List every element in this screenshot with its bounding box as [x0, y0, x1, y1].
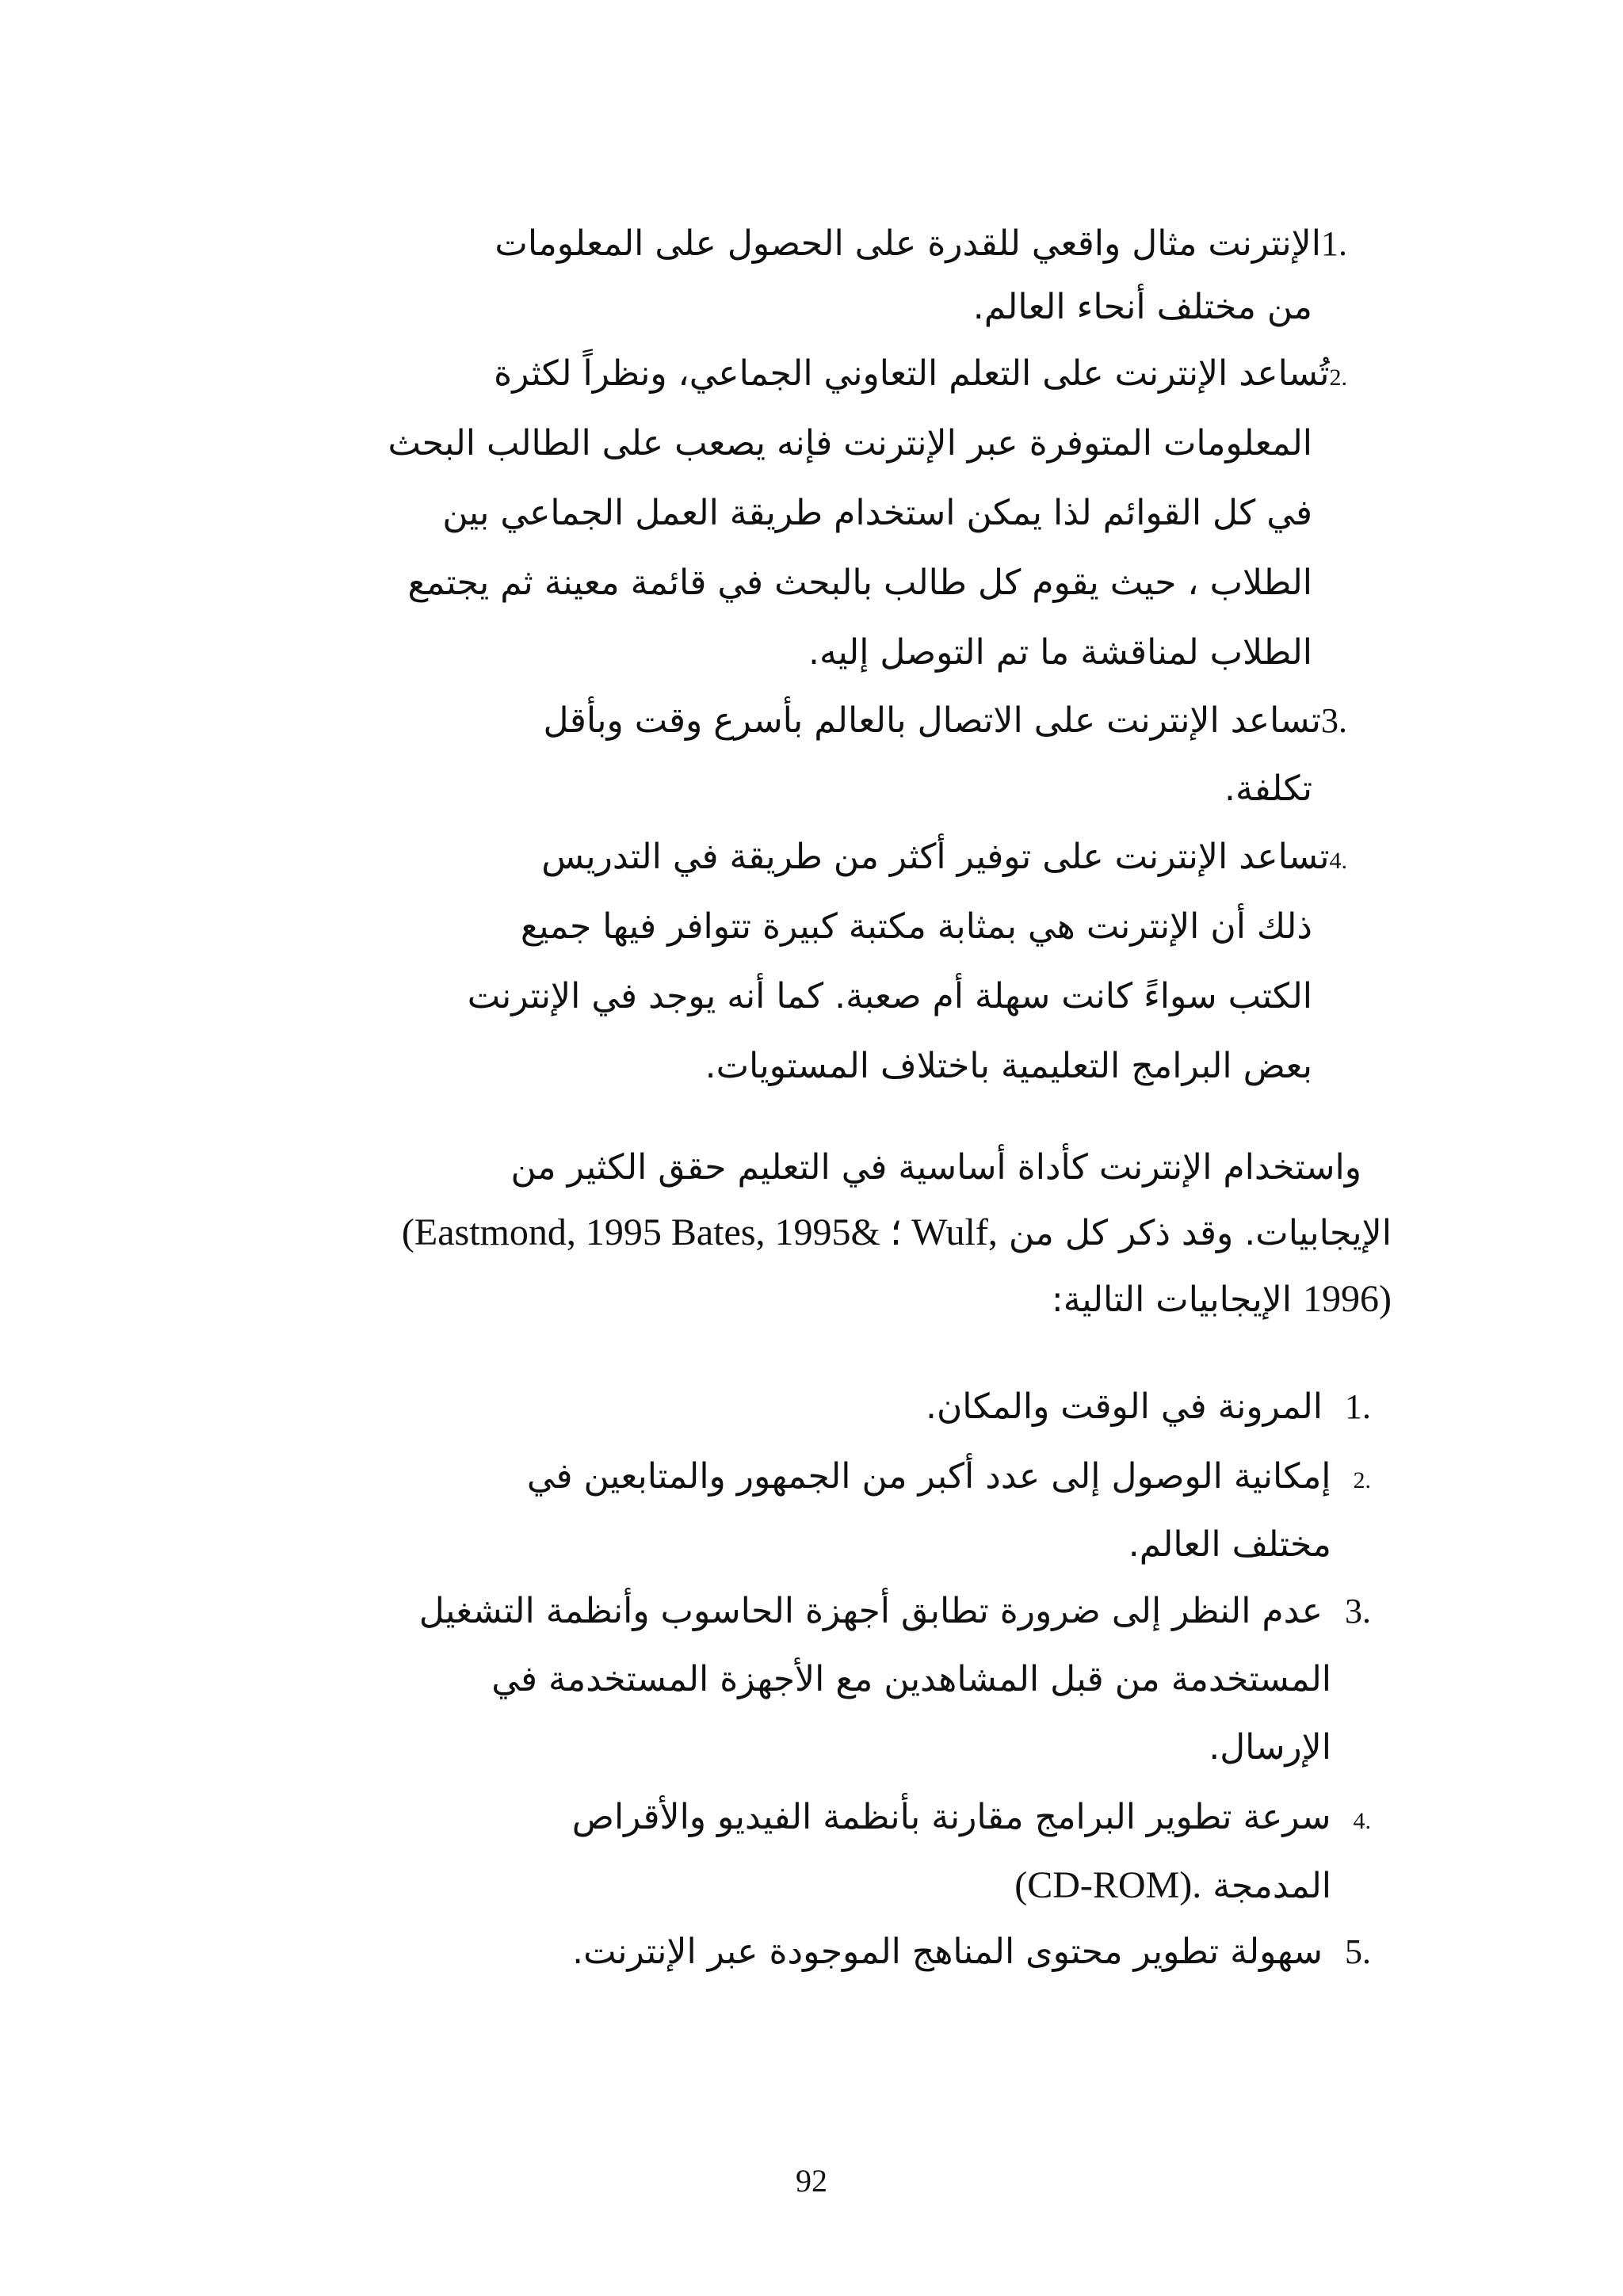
list-one-item-3-number: 3.	[1321, 701, 1347, 740]
list-one-item-2-line-2: المعلومات المتوفرة عبر الإنترنت فإنه يصعب على الطالب البحث	[388, 423, 1312, 463]
list-two-item-1-line-1	[926, 1383, 1371, 1431]
paragraph-line-1: واستخدام الإنترنت كأداة أساسية في التعليم حقق الكثير من	[510, 1147, 1361, 1188]
list-one-item-1-line-2: من مختلف أنحاء العالم.	[972, 287, 1312, 327]
list-one-item-4-line-3: الكتب سواءً كانت سهلة أم صعبة. كما أنه يوجد في الإنترنت	[467, 976, 1312, 1016]
paragraph-line-3	[1052, 1276, 1392, 1323]
list-two-item-2-text: إمكانية الوصول إلى عدد أكبر من الجمهور والمتابعين في	[526, 1456, 1331, 1497]
list-one-item-4-number: 4.	[1329, 848, 1347, 874]
list-two-item-2-line-1	[527, 1453, 1371, 1501]
list-one-item-3-line-1	[544, 697, 1348, 745]
list-one-item-1-line-1	[495, 220, 1347, 268]
list-two-item-1-text: المرونة في الوقت والمكان.	[926, 1386, 1323, 1427]
list-one-item-2-line-1	[494, 350, 1347, 398]
list-one-item-1-number: 1.	[1321, 224, 1347, 263]
list-one-item-2-line-5: الطلاب لمناقشة ما تم التوصل إليه.	[808, 632, 1312, 673]
list-one-item-2-number: 2.	[1329, 364, 1347, 391]
page-number: 92	[796, 2163, 827, 2199]
list-one-item-4-line-2: ذلك أن الإنترنت هي بمثابة مكتبة كبيرة تتوافر فيها جميع	[520, 906, 1312, 947]
list-two-item-5-line-1	[572, 1928, 1371, 1976]
list-one-item-4-line-1	[541, 833, 1347, 881]
list-one-item-4-line-4: بعض البرامج التعليمية باختلاف المستويات.	[705, 1046, 1312, 1086]
list-two-item-3-line-3: الإرسال.	[1209, 1727, 1331, 1768]
list-one-item-3-text: تساعد الإنترنت على الاتصال بالعالم بأسرع وقت وبأقل	[543, 700, 1321, 741]
list-two-item-4-arabic: المدمجة	[1212, 1866, 1331, 1906]
paragraph-line-2-arabic: الإيجابيات. وقد ذكر كل من	[1008, 1213, 1392, 1253]
list-two-item-2-line-2: مختلف العالم.	[1128, 1524, 1331, 1565]
paragraph-citation-year: 1996)	[1303, 1278, 1392, 1320]
list-two-item-3-text: عدم النظر إلى ضرورة تطابق أجهزة الحاسوب وأنظمة التشغيل	[418, 1591, 1323, 1631]
paragraph-citation: (Eastmond, 1995 Bates, 1995& ؛ Wulf,	[401, 1211, 998, 1253]
list-two-item-4-latin: (CD-ROM).	[1014, 1864, 1202, 1906]
paragraph-line-3-arabic: الإيجابيات التالية:	[1051, 1280, 1293, 1320]
list-one-item-4-text: تساعد الإنترنت على توفير أكثر من طريقة في التدريس	[541, 837, 1330, 877]
list-one-item-3-line-2: تكلفة.	[1224, 769, 1312, 809]
list-one-item-2-line-3: في كل القوائم لذا يمكن استخدام طريقة العمل الجماعي بين	[442, 493, 1312, 533]
list-two-item-4-text: سرعة تطوير البرامج مقارنة بأنظمة الفيديو والأقراص	[571, 1797, 1331, 1837]
list-one-item-2-text: تُساعد الإنترنت على التعلم التعاوني الجماعي، ونظراً لكثرة	[494, 353, 1330, 394]
list-two-item-3-line-1	[419, 1588, 1371, 1635]
list-one-item-1-text: الإنترنت مثال واقعي للقدرة على الحصول على المعلومات	[495, 223, 1321, 264]
list-two-item-5-number: 5.	[1345, 1932, 1371, 1971]
list-two-item-3-number: 3.	[1345, 1592, 1371, 1630]
list-two-item-4-number: 4.	[1353, 1808, 1371, 1834]
list-two-item-5-text: سهولة تطوير محتوى المناهج الموجودة عبر الإنترنت.	[572, 1932, 1323, 1972]
list-one-item-2-line-4: الطلاب ، حيث يقوم كل طالب بالبحث في قائمة معينة ثم يجتمع	[407, 563, 1312, 603]
list-two-item-4-line-2	[1014, 1862, 1331, 1909]
list-two-item-4-line-1	[572, 1794, 1371, 1841]
list-two-item-1-number: 1.	[1345, 1387, 1371, 1426]
paragraph-line-2	[402, 1209, 1392, 1257]
list-two-item-3-line-2: المستخدمة من قبل المشاهدين مع الأجهزة المستخدمة في	[491, 1659, 1331, 1699]
list-two-item-2-number: 2.	[1353, 1467, 1371, 1493]
